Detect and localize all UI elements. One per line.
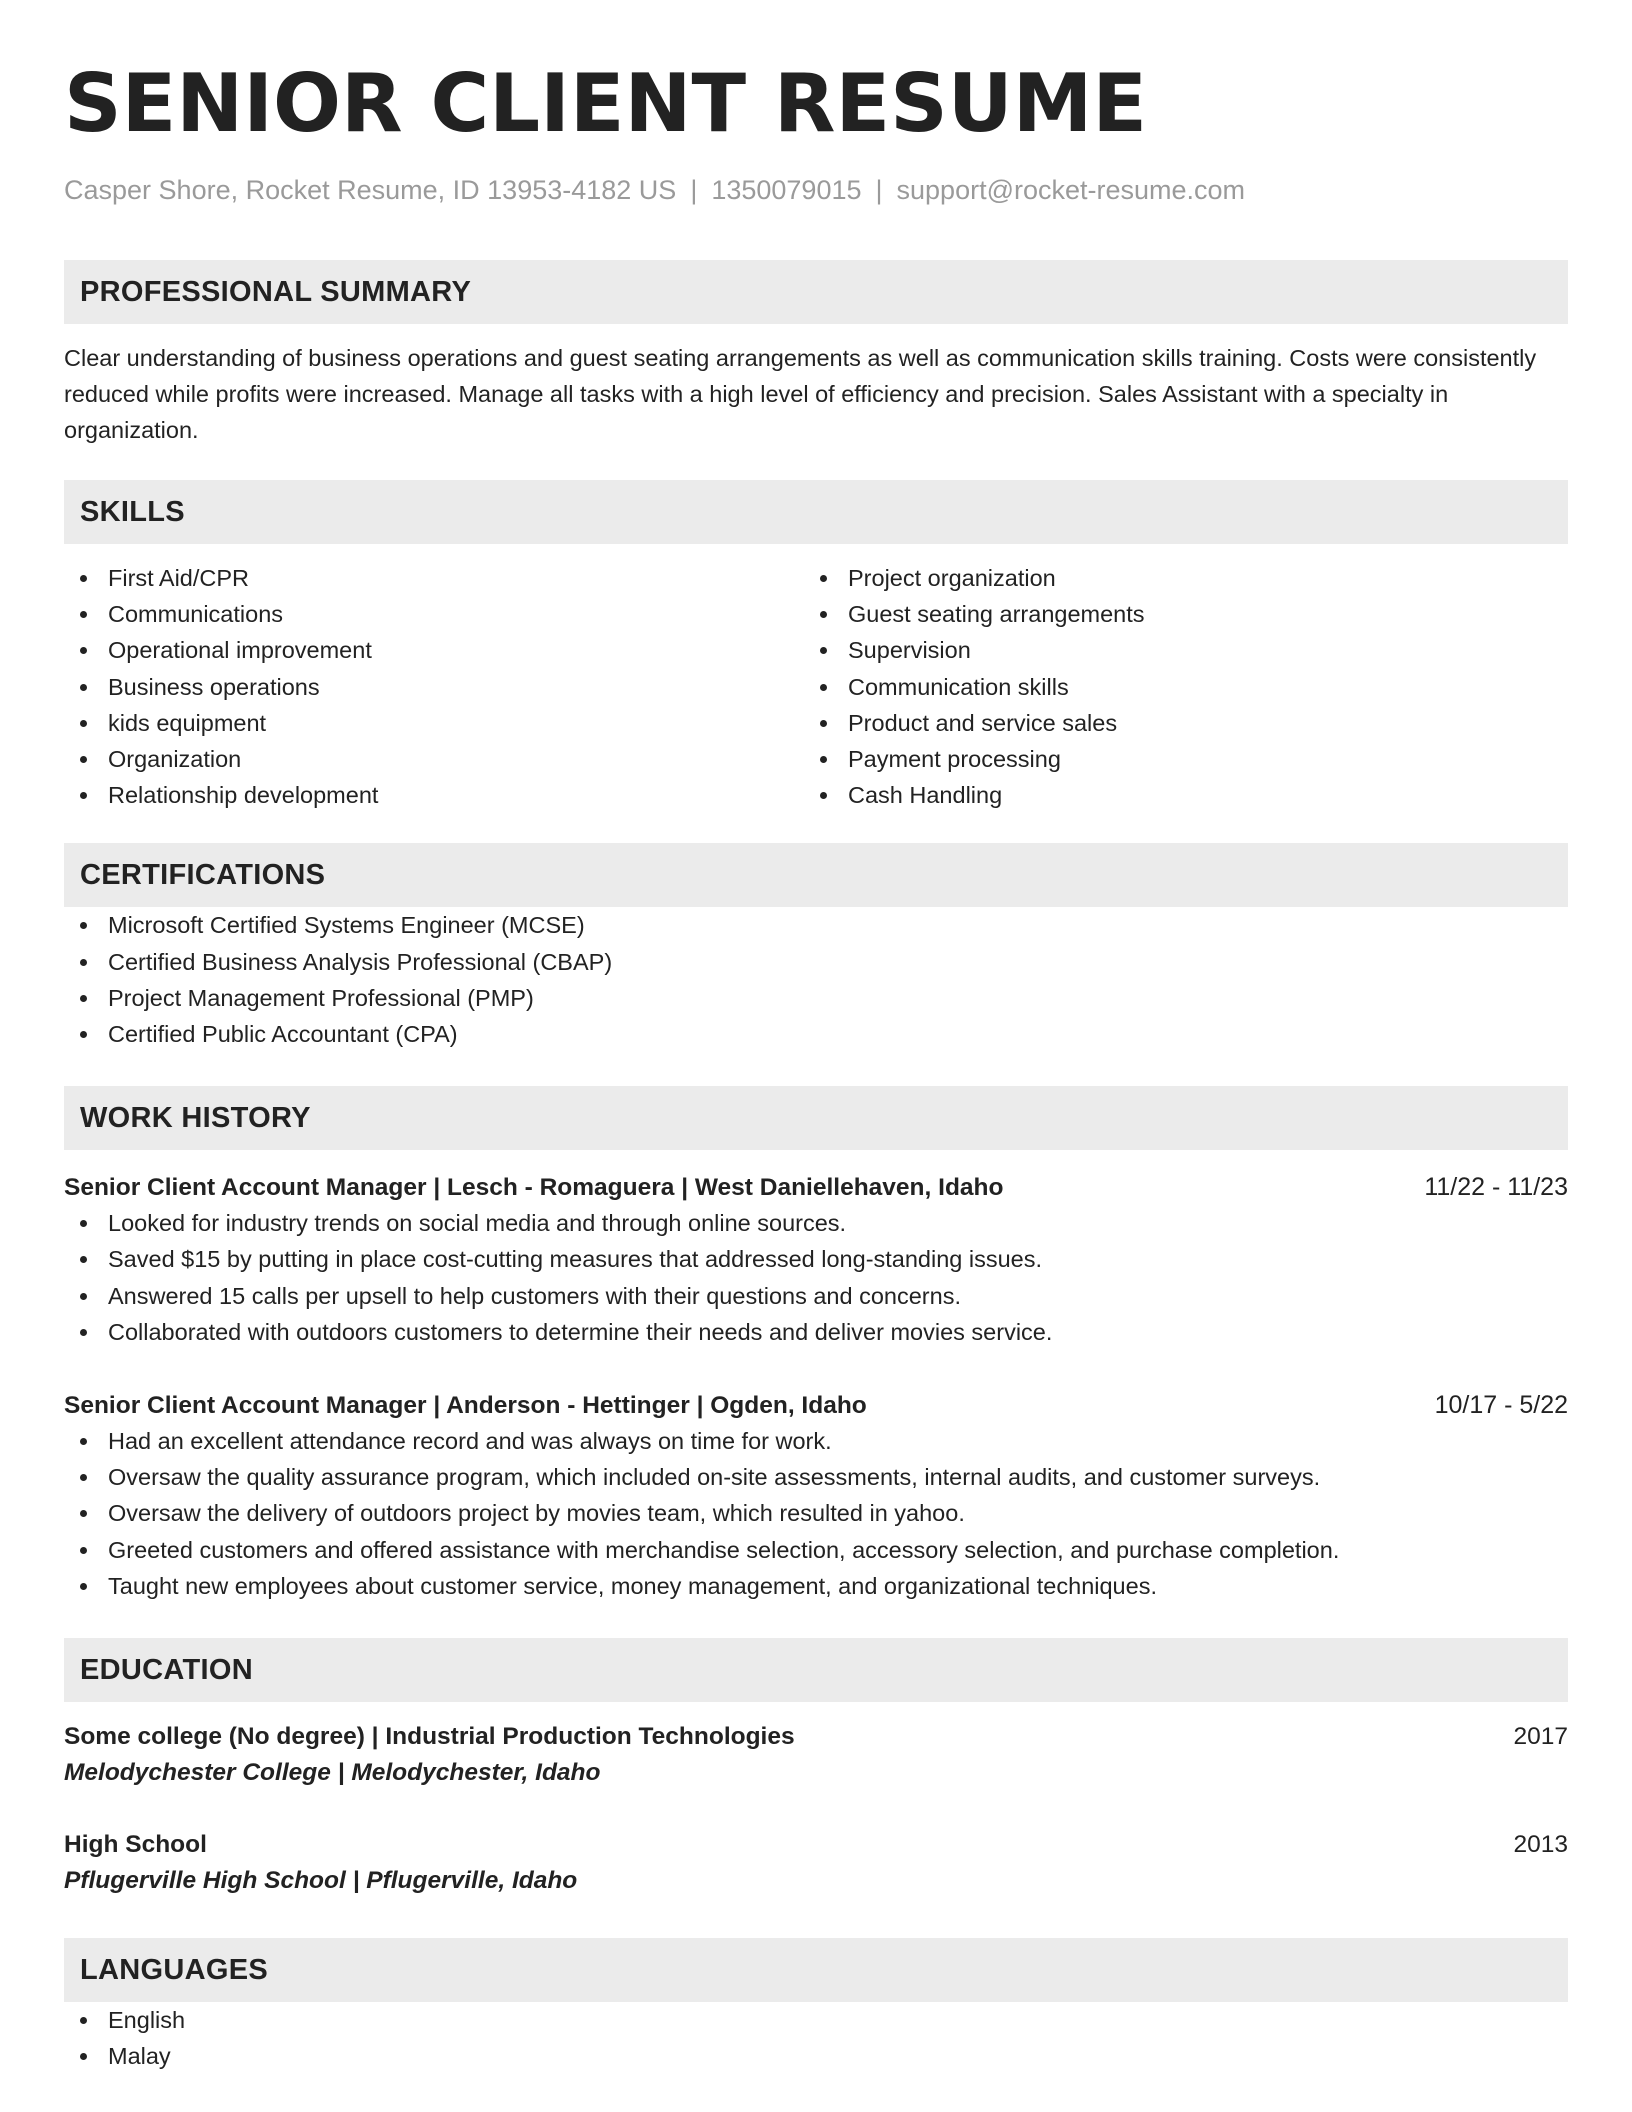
contact-line [64,172,1568,208]
job-title: Senior Client Account Manager | Anderson - Hettinger | Ogden, Idaho [64,1392,867,1420]
languages-heading: LANGUAGES [80,1953,268,1986]
skill-item: Payment processing [804,741,1544,777]
skill-item: Relationship development [64,777,804,813]
languages-list [64,2002,1568,2074]
skill-item: Communications [64,596,804,632]
job-title: Senior Client Account Manager | Lesch - Romaguera | West Daniellehaven, Idaho [64,1174,1004,1202]
job-dates: 10/17 - 5/22 [1434,1391,1568,1420]
work-history-section-header [64,1086,1568,1150]
education-heading: EDUCATION [80,1653,253,1686]
job-duty: Answered 15 calls per upsell to help customers with their questions and concerns. [64,1278,1568,1314]
skills-column-right [804,560,1544,813]
summary-text: Clear understanding of business operations and guest seating arrangements as well as communication skills training. Costs were consistently reduced while profits were increased. Manage all tasks with a high level of efficiency and precision. Sales Assistant with a specialty in organization. [64,345,1537,443]
skill-item: Organization [64,741,804,777]
education-title: High School [64,1831,207,1859]
skill-item: Cash Handling [804,777,1544,813]
job-duty: Oversaw the quality assurance program, which included on-site assessments, internal audits, and customer surveys. [64,1459,1568,1495]
skills-list [64,560,1568,813]
education-school: Melodychester College | Melodychester, Idaho [64,1759,601,1787]
contact-separator: | [690,175,698,205]
languages-section-header [64,1938,1568,2002]
job-duty: Greeted customers and offered assistance with merchandise selection, accessory selection, and purchase completion. [64,1532,1568,1568]
skills-section-header [64,480,1568,544]
education-entry [64,1720,1568,1792]
job-duty: Oversaw the delivery of outdoors project by movies team, which resulted in yahoo. [64,1495,1568,1531]
contact-phone: 1350079015 [711,175,862,205]
skill-item: Product and service sales [804,705,1544,741]
skills-heading: SKILLS [80,495,185,528]
education-section-header [64,1638,1568,1702]
skill-item: kids equipment [64,705,804,741]
skill-item: Business operations [64,669,804,705]
skills-column-left [64,560,804,813]
certifications-section-header [64,843,1568,907]
certifications-heading: CERTIFICATIONS [80,858,326,891]
certification-item: Microsoft Certified Systems Engineer (MCSE) [64,907,1568,943]
resume-title: SENIOR CLIENT RESUME [64,57,1148,150]
certification-item: Certified Business Analysis Professional (CBAP) [64,944,1568,980]
work-history-heading: WORK HISTORY [80,1101,311,1134]
education-header [64,1828,1568,1862]
job-duties-list [64,1205,1568,1350]
certification-item: Project Management Professional (PMP) [64,980,1568,1016]
summary-heading: PROFESSIONAL SUMMARY [80,275,472,308]
education-year: 2017 [1513,1723,1568,1751]
job-duties-list [64,1423,1568,1604]
language-item: English [64,2002,1568,2038]
education-entry [64,1828,1568,1900]
job-entry [64,1170,1568,1350]
job-duty: Looked for industry trends on social media and through online sources. [64,1205,1568,1241]
job-duty: Collaborated with outdoors customers to determine their needs and deliver movies service. [64,1314,1568,1350]
skill-item: Guest seating arrangements [804,596,1544,632]
certification-item: Certified Public Accountant (CPA) [64,1016,1568,1052]
contact-separator: | [875,175,883,205]
language-item: Malay [64,2038,1568,2074]
contact-email: support@rocket-resume.com [896,175,1246,205]
summary-section-header [64,260,1568,324]
job-entry [64,1388,1568,1604]
skill-item: First Aid/CPR [64,560,804,596]
job-header [64,1170,1568,1205]
education-title: Some college (No degree) | Industrial Production Technologies [64,1723,795,1751]
skill-item: Project organization [804,560,1544,596]
job-dates: 11/22 - 11/23 [1424,1173,1568,1202]
contact-address: Casper Shore, Rocket Resume, ID 13953-4182 US [64,175,677,205]
job-duty: Taught new employees about customer service, money management, and organizational techniques. [64,1568,1568,1604]
skill-item: Supervision [804,632,1544,668]
skill-item: Operational improvement [64,632,804,668]
certifications-list [64,907,1568,1052]
skill-item: Communication skills [804,669,1544,705]
education-school: Pflugerville High School | Pflugerville, Idaho [64,1867,578,1895]
education-year: 2013 [1513,1831,1568,1859]
job-duty: Saved $15 by putting in place cost-cutting measures that addressed long-standing issues. [64,1241,1568,1277]
education-header [64,1720,1568,1754]
job-duty: Had an excellent attendance record and was always on time for work. [64,1423,1568,1459]
job-header [64,1388,1568,1423]
